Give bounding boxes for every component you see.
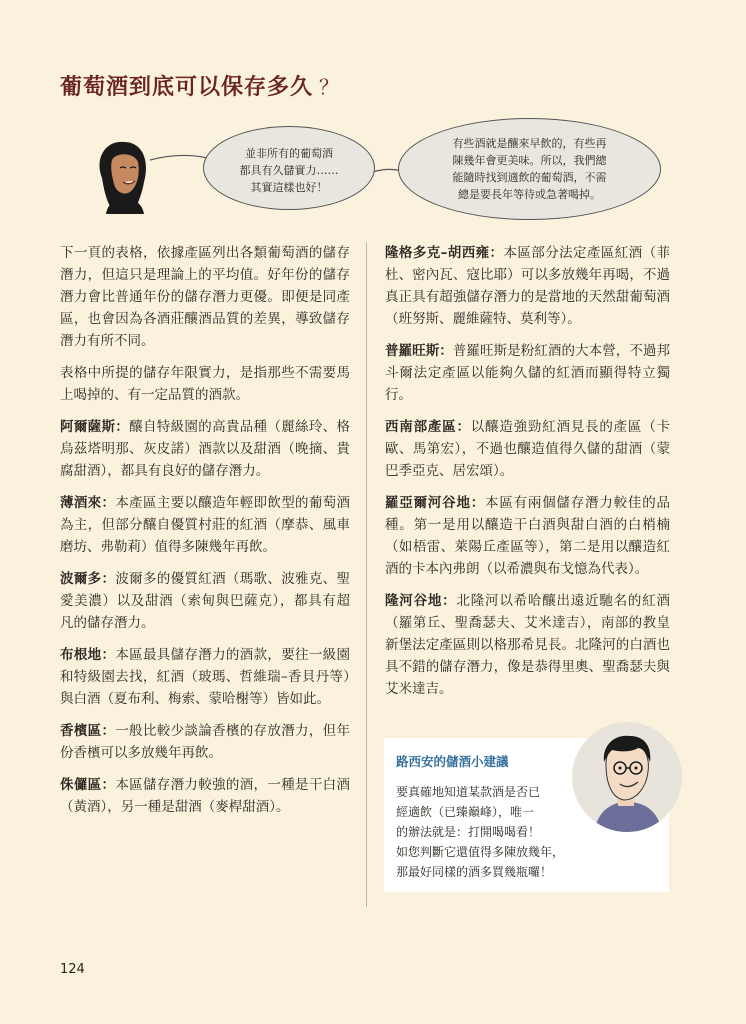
- woman-illustration-icon: [92, 138, 156, 214]
- paragraph: 表格中所提的儲存年限實力，是指那些不需要馬上喝掉的、有一定品質的酒款。: [60, 365, 350, 403]
- paragraph-alsace: 阿爾薩斯：釀自特級園的高貴品種（麗絲玲、格烏茲塔明那、灰皮諾）酒款以及甜酒（晚摘、貴腐甜酒），都具有良好的儲存潛力。: [60, 419, 350, 479]
- man-with-glasses-icon: [572, 722, 682, 832]
- speech-tail-left-icon: [150, 150, 210, 170]
- paragraph-languedoc: 隆格多克–胡西雍：本區部分法定產區紅酒（菲杜、密內瓦、寇比耶）可以多放幾年再喝，不過真正具有超強儲存潛力的是當地的天然甜葡萄酒（班努斯、麗維薩特、莫利等）。: [385, 245, 671, 327]
- avatar: [572, 722, 682, 832]
- left-column: [60, 242, 350, 828]
- page-number: 124: [60, 962, 85, 977]
- tip-text: [396, 782, 596, 882]
- paragraph: 下一頁的表格，依據產區列出各類葡萄酒的儲存潛力，但這只是理論上的平均值。好年份的儲存潛力會比普通年份的儲存潛力更優。即便是同產區，也會因為各酒莊釀酒品質的差異，導致儲存潛力有所不同。: [60, 245, 350, 349]
- bubble-line: 陳幾年會更美味。所以，我們總: [452, 154, 607, 167]
- tip-line: 那最好同樣的酒多買幾瓶囉！: [396, 865, 553, 879]
- tip-line: 經適飲（已臻巔峰），唯一: [396, 805, 535, 819]
- paragraph-burgundy: 布根地：本區最具儲存潛力的酒款，要往一級園和特級園去找，紅酒（玻瑪、哲維瑞–香貝丹等）與白酒（夏布利、梅索、蒙哈榭等）皆如此。: [60, 647, 351, 707]
- tip-line: 要真確地知道某款酒是否已: [396, 785, 541, 799]
- paragraph-bordeaux: 波爾多：波爾多的優質紅酒（瑪歌、波雅克、聖愛美濃）以及甜酒（索甸與巴薩克），都具有超凡的儲存潛力。: [60, 571, 351, 631]
- right-column: [385, 242, 670, 710]
- bubble-line: 都具有久儲實力……: [239, 164, 339, 177]
- paragraph-loire: 羅亞爾河谷地：本區有兩個儲存潛力較佳的品種。第一是用以釀造干白酒與甜白酒的白梢楠（如梧雷、萊陽丘產區等），第二是用以釀造紅酒的卡本內弗朗（以希濃與布戈憶為代表）。: [385, 495, 671, 577]
- bubble-line: 並非所有的葡萄酒: [245, 147, 333, 160]
- paragraph-champagne: 香檳區：一般比較少談論香檳的存放潛力，但年份香檳可以多放幾年再飲。: [60, 723, 351, 761]
- bubble-line: 總是要長年等待或急著喝掉。: [458, 188, 601, 201]
- column-divider: [366, 242, 367, 907]
- bubble-line: 能隨時找到適飲的葡萄酒，不需: [452, 171, 607, 184]
- speech-bubble-left: [203, 126, 375, 210]
- paragraph-provence: 普羅旺斯：普羅旺斯是粉紅酒的大本營，不過邦斗爾法定產區以能夠久儲的紅酒而顯得特立獨行。: [385, 343, 670, 403]
- speech-bubble-right: [398, 118, 661, 220]
- page-title: 葡萄酒到底可以保存多久 ？: [60, 75, 341, 100]
- bubble-line: 其實這樣也好！: [250, 181, 328, 194]
- bubble-line: 有些酒就是釀來早飲的，有些再: [452, 137, 607, 150]
- paragraph-rhone: 隆河谷地：北隆河以希哈釀出遠近馳名的紅酒（羅第丘、聖喬瑟夫、艾米達吉），南部的教皇新堡法定產區則以格那希見長。北隆河的白酒也具不錯的儲存潛力，像是恭得里奧、聖喬瑟夫與艾米達吉。: [385, 593, 671, 697]
- tip-line: 如您判斷它還值得多陳放幾年，: [396, 845, 565, 859]
- paragraph-beaujolais: 薄酒來：本產區主要以釀造年輕即飲型的葡萄酒為主，但部分釀自優質村莊的紅酒（摩恭、風車磨坊、弗勒莉）值得多陳幾年再飲。: [60, 495, 351, 555]
- tip-line: 的辦法就是：打開喝喝看！: [396, 825, 541, 839]
- paragraph-southwest: 西南部產區：以釀造強勁紅酒見長的產區（卡歐、馬第宏），不過也釀造值得久儲的甜酒（蒙巴季亞克、居宏頌）。: [385, 419, 671, 479]
- tip-title: 路西安的儲酒小建議: [396, 754, 509, 769]
- paragraph-jura: 侏儸區：本區儲存潛力較強的酒，一種是干白酒（黃酒），另一種是甜酒（麥桿甜酒）。: [60, 777, 351, 815]
